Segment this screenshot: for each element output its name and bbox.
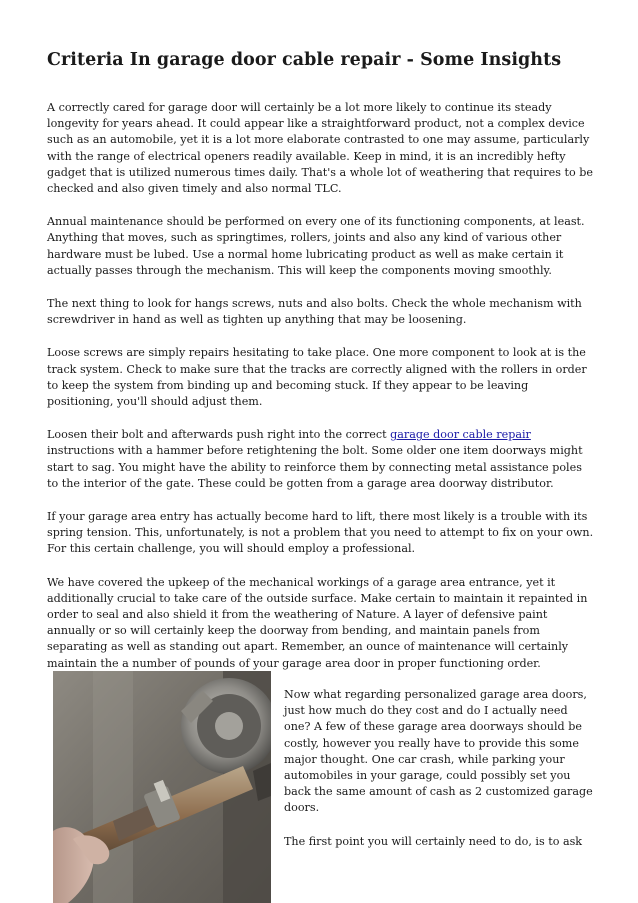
paragraph-5-lead: Loosen their bolt and afterwards push right into the correct xyxy=(47,428,391,442)
garage-door-cable-repair-link[interactable]: garage door cable repair xyxy=(390,428,531,442)
paragraph-6: If your garage area entry has actually become hard to lift, there most likely is a trouble with its spring tension. This, unfortunately, is not a problem that you need to attempt to fix on your own. For this certain challenge, you will should employ a professional. xyxy=(47,510,594,556)
paragraph-5-tail: instructions with a hammer before retightening the bolt. Some older one item doorways might start to sag. You might have the ability to reinforce them by connecting metal assistance poles to the interior of the gate. These could be gotten from a garage area doorway distributor. xyxy=(47,444,583,490)
paragraph-3: The next thing to look for hangs screws, nuts and also bolts. Check the whole mechanism with screwdriver in hand as well as tighten up anything that may be loosening. xyxy=(47,297,582,327)
page-title: Criteria In garage door cable repair - Some Insights xyxy=(47,50,562,70)
side-paragraph-2: The first point you will certainly need to do, is to ask xyxy=(284,834,583,848)
paragraph-1: A correctly cared for garage door will certainly be a lot more likely to continue its steady longevity for years ahead. It could appear like a straightforward product, not a complex device such as an automobile, yet it is a lot more elaborate contrasted to one may assume, particularly with the range of electrical openers readily available. Keep in mind, it is an incredibly hefty gadget that is utilized numerous times daily. That's a whole lot of weathering that requires to be checked and also given timely and also normal TLC. xyxy=(47,101,593,196)
paragraph-7: We have covered the upkeep of the mechanical workings of a garage area entrance, yet it additionally crucial to take care of the outside surface. Make certain to maintain it repainted in order to seal and also shield it from the weathering of Nature. A layer of defensive paint annually or so will certainly keep the doorway from bending, and maintain panels from separating as well as standing out apart. Remember, an ounce of maintenance will certainly maintain the a number of pounds of your garage area door in proper functioning order. xyxy=(47,575,588,670)
garage-spring-image xyxy=(53,671,271,903)
side-column xyxy=(284,687,596,867)
side-paragraph-1: Now what regarding personalized garage area doors, just how much do they cost and do I actually need one? A few of these garage area doorways should be costly, however you really have to provide this some major thought. One car crash, while parking your automobiles in your garage, could possibly set you back the same amount of cash as 2 customized garage doors. xyxy=(284,688,593,815)
paragraph-5 xyxy=(47,427,595,492)
article-body xyxy=(47,100,595,689)
paragraph-4: Loose screws are simply repairs hesitating to take place. One more component to look at is the track system. Check to make sure that the tracks are correctly aligned with the rollers in order to keep the system from binding up and becoming stuck. If they appear to be leaving positioning, you'll should adjust them. xyxy=(47,346,587,409)
paragraph-2: Annual maintenance should be performed on every one of its functioning components, at least. Anything that moves, such as springtimes, rollers, joints and also any kind of various other hardware must be lubed. Use a normal home lubricating product as well as make certain it actually passes through the mechanism. This will keep the components moving smoothly. xyxy=(47,215,585,277)
garage-spring-photo xyxy=(53,671,271,903)
